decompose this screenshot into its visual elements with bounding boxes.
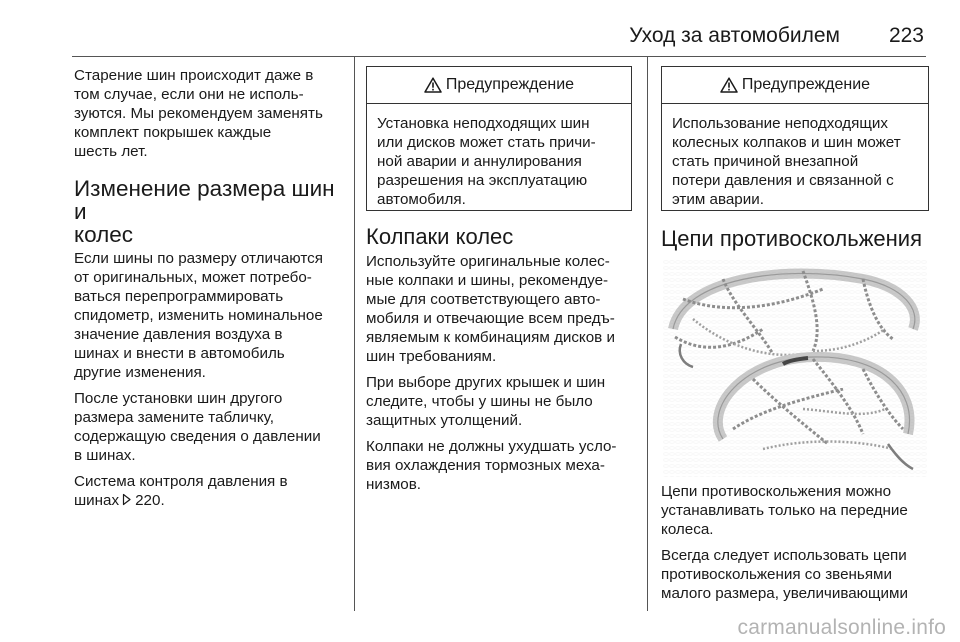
heading-tire-size-change: Изменение размера шин и колес [74,176,335,247]
column-3 [661,66,931,250]
intro-paragraph: Старение шин происходит даже в том случае, если они не исполь- зуются. Мы рекомендуем заменять комплект покрышек каждые шесть лет. [74,67,323,160]
paragraph-snow-chains-1: Цепи противоскольжения можно устанавливать только на передние колеса. [661,483,908,538]
warning-title: Предупреждение [741,76,871,93]
paragraph-wheel-covers-2: При выборе других крышек и шин следите, чтобы у шины не было защитных утолщений. [366,374,606,429]
section-title: Уход за автомобилем [629,24,840,47]
warning-triangle-icon [424,77,442,93]
header-rule [72,56,926,57]
paragraph-tire-size-1: Если шины по размеру отличаются от оригинальных, может потребо- ваться перепрограммировать спидометр, изменить номинальное значение давления воздуха в шинах и внести в автомобиль другие изменения. [74,250,323,381]
warning-title: Предупреждение [445,76,575,93]
warning-text: Использование неподходящих колесных колпаков и шин может стать причиной внезапной потери давления и связанной с этим аварии. [672,115,901,208]
warning-box-covers [661,66,929,211]
warning-box-tires [366,66,632,211]
tire-pressure-system-text: Система контроля давления в шинах [74,473,288,509]
paragraph-tire-pressure-system [74,472,346,510]
paragraph-wheel-covers-1: Используйте оригинальные колес- ные колпаки и шины, рекомендуе- мые для соответствующего авто- мобиля и отвечающие всем предъ- являемым к комбинациям дисков и шин требованиям. [366,253,615,365]
warning-header [662,67,928,104]
cross-reference-arrow-icon [122,493,132,506]
warning-header [367,67,631,104]
paragraph-wheel-covers-3: Колпаки не должны ухудшать усло- вия охлаждения тормозных меха- низмов. [366,438,617,493]
column-2 [366,66,636,501]
page-header [0,0,960,56]
snow-chains-illustration [663,259,927,477]
heading-snow-chains: Цепи противоскольжения [661,226,922,251]
watermark: carmanualsonline.info [737,616,946,639]
page-number: 223 [888,24,924,47]
column-divider-right [647,56,648,611]
heading-wheel-covers: Колпаки колес [366,224,514,249]
warning-text: Установка неподходящих шин или дисков может стать причи- ной аварии и аннулирования разрешения на эксплуатацию автомобиля. [377,115,596,208]
paragraph-snow-chains-2: Всегда следует использовать цепи противоскольжения со звеньями малого размера, увеличивающими [661,547,908,602]
paragraph-tire-size-2: После установки шин другого размера замените табличку, содержащую сведения о давлении в шинах. [74,390,321,464]
page-reference[interactable]: 220. [135,492,165,509]
warning-triangle-icon [720,77,738,93]
column-3-lower [661,482,931,610]
column-divider-left [354,56,355,611]
column-1 [74,66,346,517]
